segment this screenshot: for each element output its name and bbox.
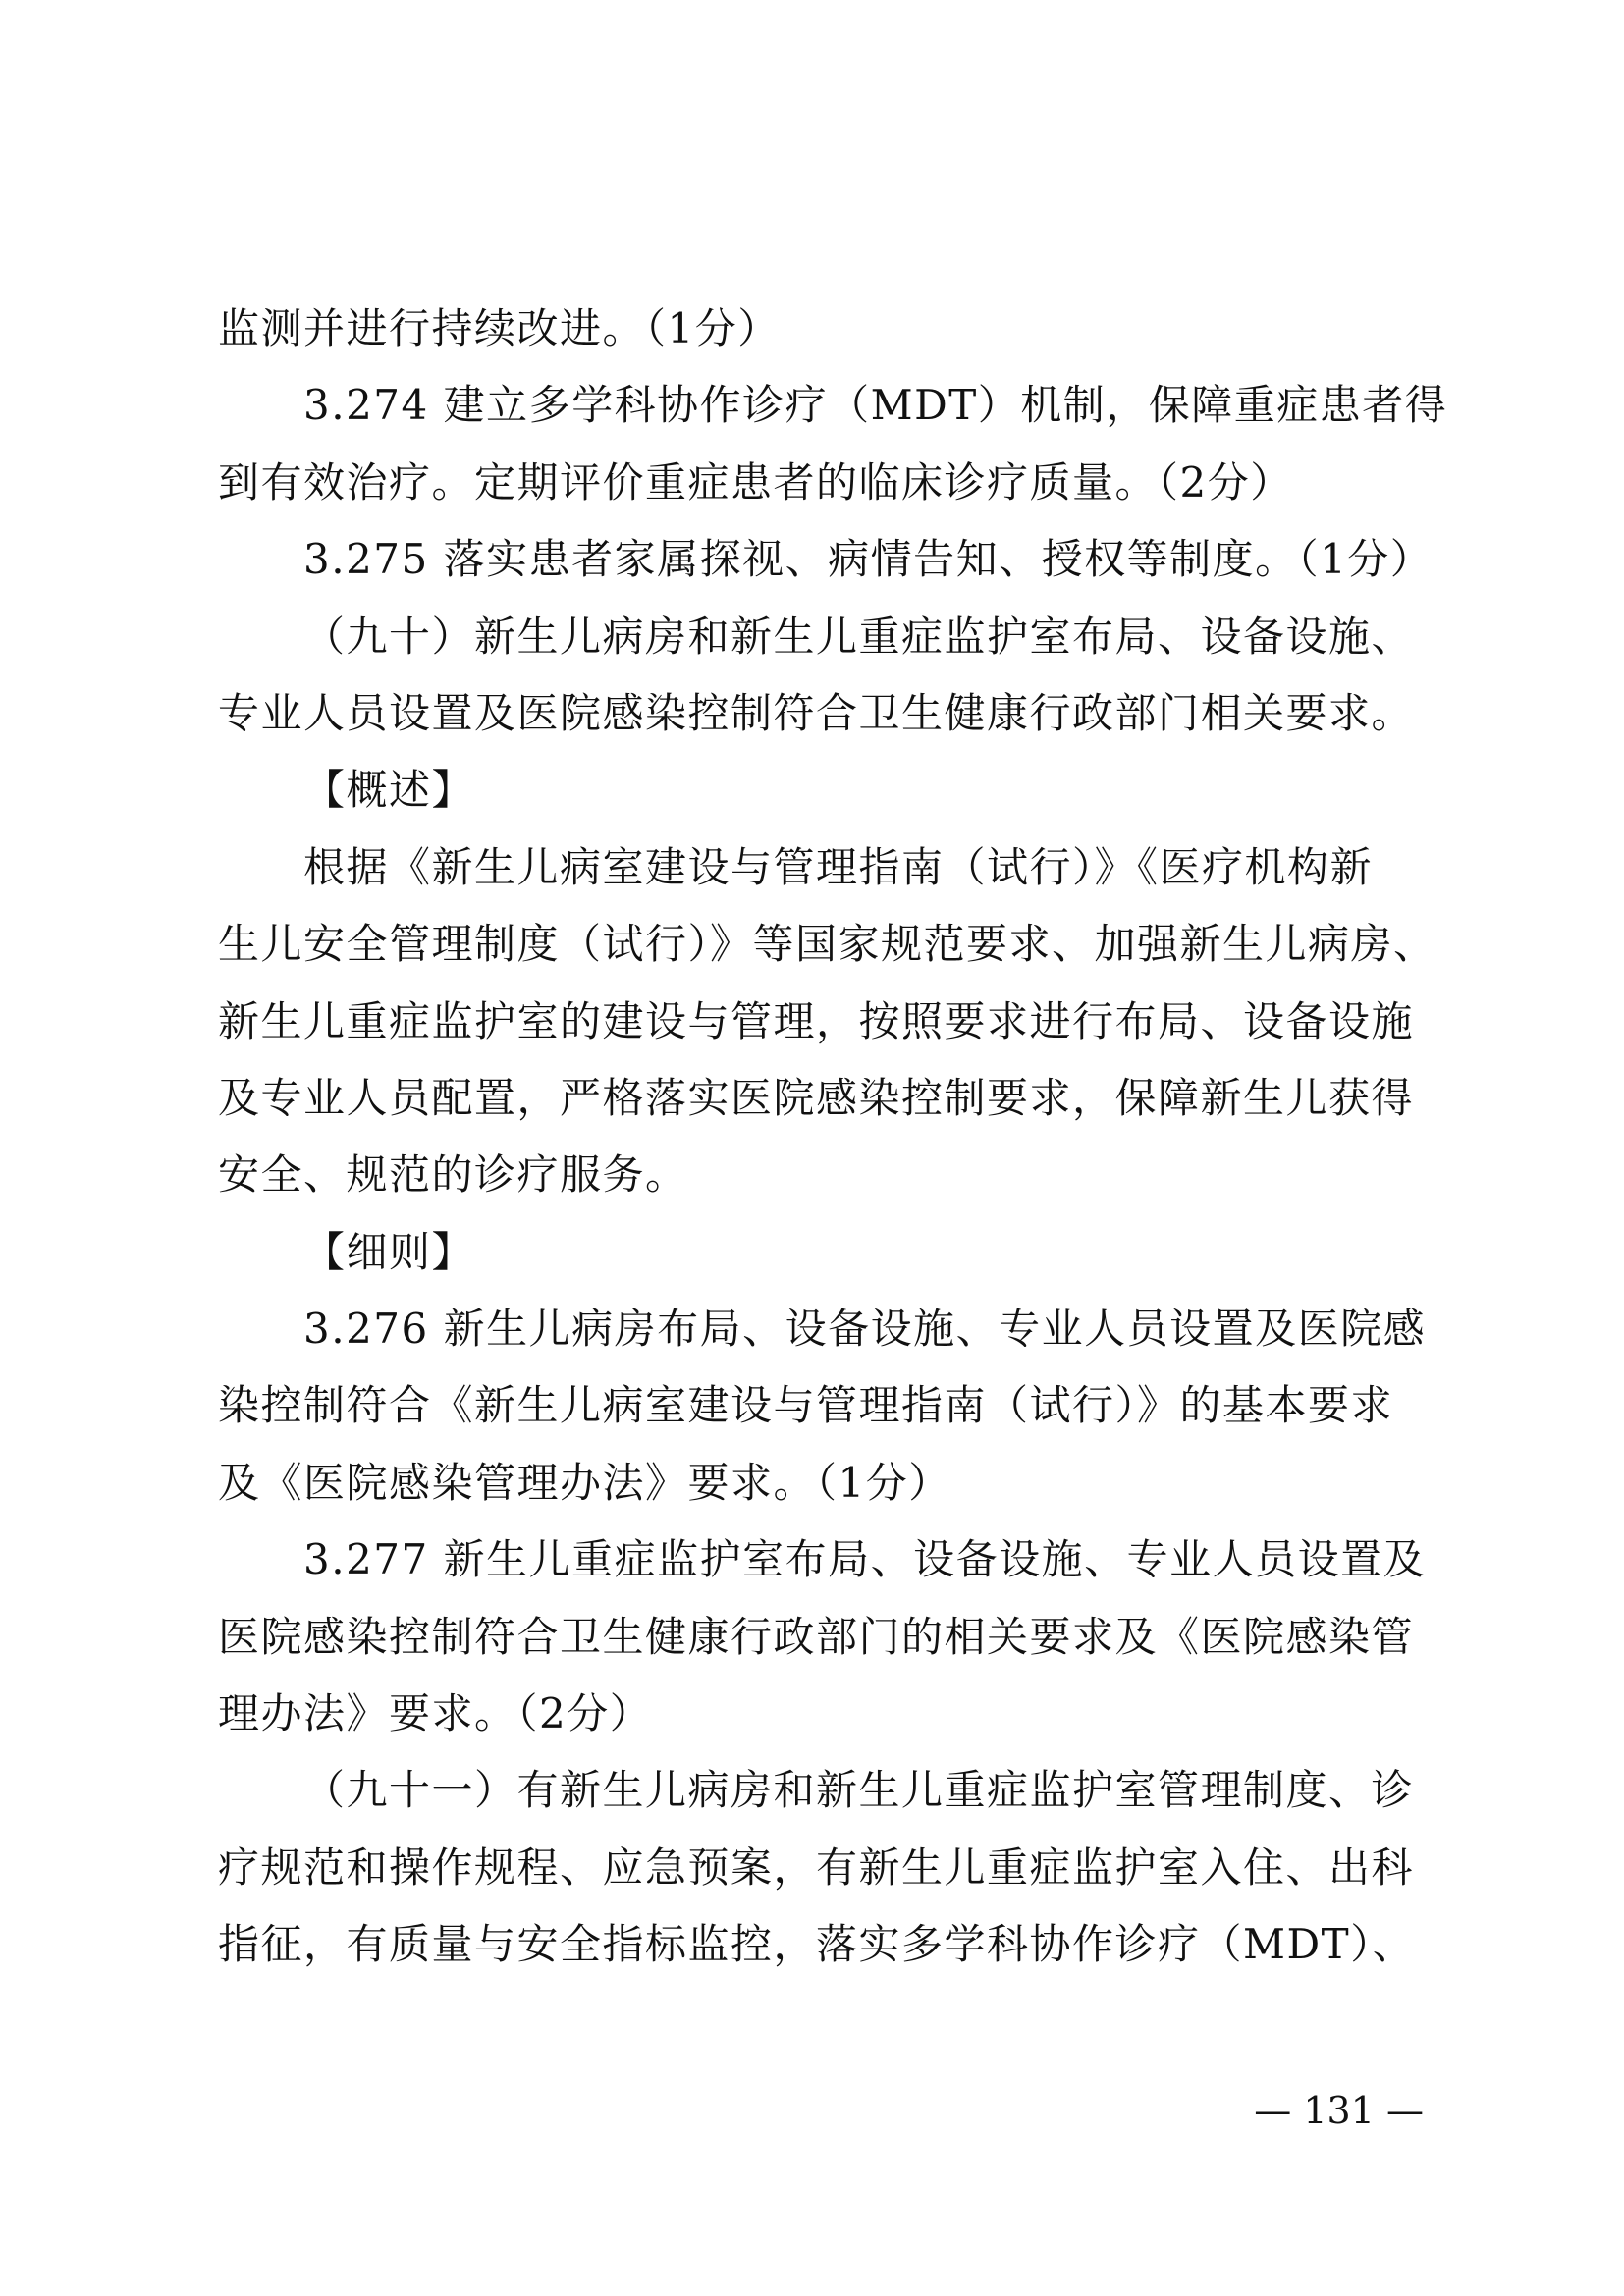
text-line: 理办法》要求。（2分）: [218, 1689, 653, 1738]
overview-heading: 【概述】: [303, 766, 475, 815]
text-line: 及专业人员配置，严格落实医院感染控制要求，保障新生儿获得: [218, 1073, 1415, 1122]
overview-paragraph-line: 根据《新生儿病室建设与管理指南（试行）》《医疗机构新: [303, 842, 1374, 891]
clause-3-275-line: 3.275 落实患者家属探视、病情告知、授权等制度。（1分）: [303, 535, 1434, 584]
details-heading: 【细则】: [303, 1227, 475, 1276]
body-text: [218, 291, 1448, 1984]
page-number: — 131 —: [1254, 2089, 1424, 2132]
section-90-heading-line: （九十）新生儿病房和新生儿重症监护室布局、设备设施、: [303, 612, 1415, 661]
text-line: 专业人员设置及医院感染控制符合卫生健康行政部门相关要求。: [218, 688, 1415, 737]
text-line: 安全、规范的诊疗服务。: [218, 1150, 688, 1200]
text-line: 疗规范和操作规程、应急预案，有新生儿重症监护室入住、出科: [218, 1842, 1415, 1892]
text-line: 医院感染控制符合卫生健康行政部门的相关要求及《医院感染管: [218, 1612, 1415, 1661]
text-line: 到有效治疗。定期评价重症患者的临床诊疗质量。（2分）: [218, 457, 1293, 507]
text-line: 及《医院感染管理办法》要求。（1分）: [218, 1458, 951, 1507]
text-line: 新生儿重症监护室的建设与管理，按照要求进行布局、设备设施: [218, 996, 1415, 1045]
clause-3-274-line: 3.274 建立多学科协作诊疗（MDT）机制，保障重症患者得: [303, 381, 1448, 430]
clause-3-277-line: 3.277 新生儿重症监护室布局、设备设施、专业人员设置及: [303, 1535, 1427, 1584]
text-line: 染控制符合《新生儿病室建设与管理指南（试行）》的基本要求: [218, 1381, 1394, 1430]
text-line: 生儿安全管理制度（试行）》等国家规范要求、加强新生儿病房、: [218, 920, 1436, 969]
text-line: 指征，有质量与安全指标监控，落实多学科协作诊疗（MDT）、: [218, 1920, 1416, 1969]
clause-3-276-line: 3.276 新生儿病房布局、设备设施、专业人员设置及医院感: [303, 1305, 1427, 1354]
text-line: 监测并进行持续改进。（1分）: [218, 304, 781, 352]
section-91-heading-line: （九十一）有新生儿病房和新生儿重症监护室管理制度、诊: [303, 1766, 1415, 1815]
